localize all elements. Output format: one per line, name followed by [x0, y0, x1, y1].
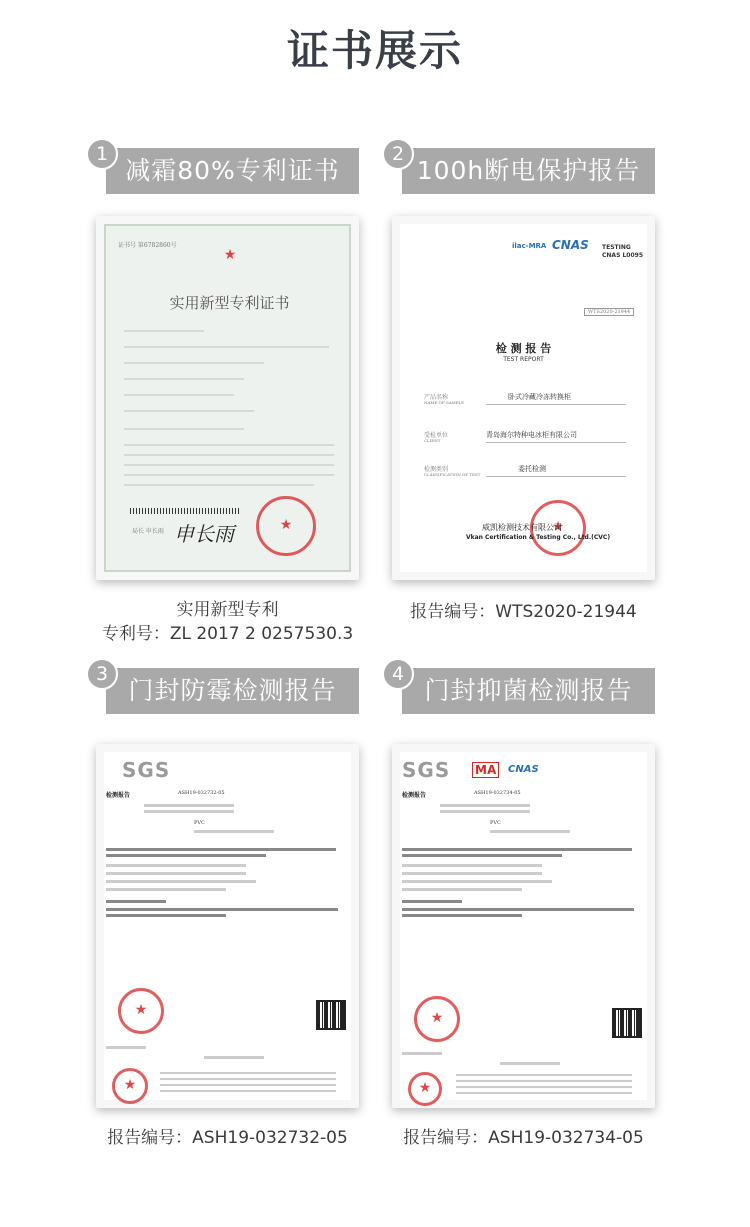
signature: 申长雨 — [174, 522, 234, 546]
page-title: 证书展示 — [286, 26, 463, 75]
report-number: ASH19-032732-05 — [178, 790, 225, 796]
sgs-report-image — [96, 744, 359, 1108]
doc-title: 实用新型专利证书 — [169, 294, 290, 312]
certificate-card-power-off — [392, 138, 655, 648]
sgs-logo: SGS — [122, 758, 171, 782]
cnas-number: CNAS L0095 — [602, 252, 644, 259]
doc-title: 检 测 报 告 — [495, 342, 552, 355]
report-number: ASH19-032734-05 — [474, 790, 521, 796]
certificate-header: 100h断电保护报告 — [402, 148, 655, 194]
signer: 局长 申长雨 — [132, 528, 164, 535]
certificate-header: 门封抑菌检测报告 — [402, 668, 655, 714]
number-badge: 1 — [86, 138, 118, 170]
certificate-header: 门封防霉检测报告 — [106, 668, 359, 714]
issuer: 威凯检测技术有限公司 — [482, 523, 562, 532]
qr-code — [316, 1000, 346, 1030]
certificate-caption: 报告编号：ASH19-032732-05 — [107, 1128, 348, 1148]
official-seal — [414, 996, 460, 1042]
certificate-caption: 实用新型专利 专利号：ZL 2017 2 0257530.3 — [101, 600, 354, 644]
client-name: 青岛海尔特种电冰柜有限公司 — [486, 431, 577, 439]
cnas-logo: CNAS — [552, 238, 589, 252]
official-seal — [256, 496, 316, 556]
patent-certificate-image: 证书号 第6782860号 ★ 实用新型专利证书 局长 申长雨 申长雨 ★ — [96, 216, 359, 580]
certificate-caption: 报告编号：WTS2020-21944 — [410, 602, 637, 622]
cnas-logo: CNAS — [508, 764, 539, 775]
qr-code — [612, 1008, 642, 1038]
test-class: 委托检测 — [518, 465, 546, 473]
issuer-en: Vkan Certification & Testing Co., Ltd.(CVC) — [466, 534, 611, 541]
sgs-report-image — [392, 744, 655, 1108]
testing-label: TESTING — [602, 244, 631, 251]
report-number: WTS2020-21944 — [584, 308, 634, 316]
sgs-logo: SGS — [402, 758, 451, 782]
number-badge: 3 — [86, 658, 118, 690]
certificate-caption: 报告编号：ASH19-032734-05 — [403, 1128, 644, 1148]
doc-subtitle: TEST REPORT — [503, 356, 544, 363]
ilac-logo: ilac-MRA — [512, 242, 547, 250]
certificate-header: 减霜80%专利证书 — [106, 148, 359, 194]
sample-name: 卧式冷藏冷冻转换柜 — [508, 393, 571, 401]
certificate-card-patent — [96, 138, 359, 648]
sample-value: PVC — [490, 820, 501, 826]
cma-logo: MA — [472, 762, 499, 778]
official-seal — [118, 988, 164, 1034]
certificate-card-anti-mold — [96, 658, 359, 1168]
test-report-image: ilac-MRA CNAS TESTING CNAS L0095 WTS2020-21944 检 测 报 告 TEST REPORT 产品名称 NAME OF SAMPLE 卧式冷藏冷冻转换柜 受检单位 CLIENT 青岛海尔特种电冰柜有限公司 检测类别 CLASSIFICATION OF TEST 委托检测 ★ 威凯检测技术有限公司 Vkan Certification & Testing Co., Ltd.(CVC) — [392, 216, 655, 580]
number-badge: 2 — [382, 138, 414, 170]
certificate-card-antibacterial — [392, 658, 655, 1168]
number-badge: 4 — [382, 658, 414, 690]
sample-value: PVC — [194, 820, 205, 826]
doc-heading: 检测报告 — [106, 792, 131, 799]
doc-heading: 检测报告 — [402, 792, 427, 799]
